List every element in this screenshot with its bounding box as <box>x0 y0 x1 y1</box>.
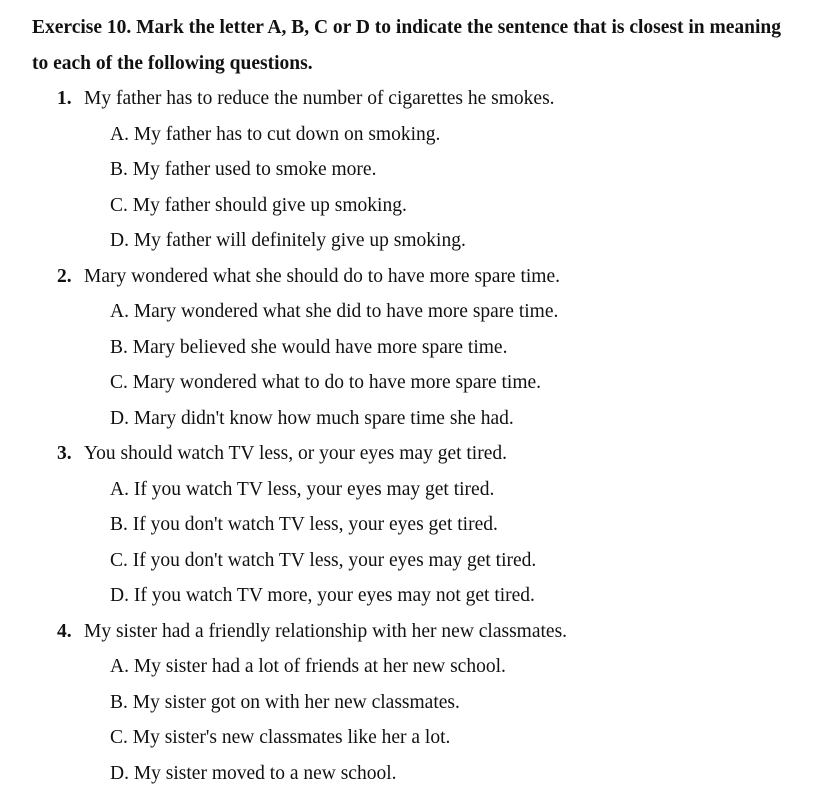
option-text: D. My sister moved to a new school. <box>110 762 397 784</box>
question-4 <box>0 614 830 650</box>
question-list <box>0 81 830 791</box>
option-text: B. Mary believed she would have more spare time. <box>110 336 508 358</box>
question-4-option-c <box>0 720 830 756</box>
question-3-option-c <box>0 543 830 579</box>
option-text: B. My sister got on with her new classmates. <box>110 691 460 713</box>
option-text: C. If you don't watch TV less, your eyes may get tired. <box>110 549 537 571</box>
question-2-option-a <box>0 294 830 330</box>
option-text: A. If you watch TV less, your eyes may get tired. <box>110 478 495 500</box>
option-text: C. My sister's new classmates like her a lot. <box>110 727 451 748</box>
option-text: D. My father will definitely give up smoking. <box>110 230 466 251</box>
question-4-option-b <box>0 685 830 721</box>
option-text: A. Mary wondered what she did to have more spare time. <box>110 301 559 322</box>
option-text: D. If you watch TV more, your eyes may not get tired. <box>110 585 535 606</box>
question-text: My sister had a friendly relationship with her new classmates. <box>84 620 568 642</box>
question-2-option-b <box>0 330 830 366</box>
question-4-option-a <box>0 649 830 685</box>
question-number: 4. <box>57 620 72 642</box>
question-number: 1. <box>57 88 72 109</box>
option-text: D. Mary didn't know how much spare time she had. <box>110 407 514 429</box>
option-text: A. My sister had a lot of friends at her new school. <box>110 656 506 677</box>
heading-line-2: to each of the following questions. <box>32 52 313 74</box>
heading-line-1: Exercise 10. Mark the letter A, B, C or D to indicate the sentence that is closest in meaning <box>32 17 782 38</box>
question-text: Mary wondered what she should do to have more spare time. <box>84 265 560 287</box>
exercise-heading <box>32 10 822 81</box>
question-2-option-c <box>0 365 830 401</box>
question-3-option-d <box>0 578 830 614</box>
question-2-option-d <box>0 401 830 437</box>
question-1-option-d <box>0 223 830 259</box>
option-text: A. My father has to cut down on smoking. <box>110 123 441 145</box>
question-text: You should watch TV less, or your eyes may get tired. <box>84 443 508 464</box>
option-text: C. Mary wondered what to do to have more spare time. <box>110 372 542 393</box>
question-3-option-a <box>0 472 830 508</box>
question-4-option-d <box>0 756 830 792</box>
question-text: My father has to reduce the number of cigarettes he smokes. <box>84 88 555 109</box>
question-3 <box>0 436 830 472</box>
question-number: 3. <box>57 443 72 464</box>
question-2 <box>0 259 830 295</box>
question-1-option-a <box>0 117 830 153</box>
question-1-option-b <box>0 152 830 188</box>
question-1-option-c <box>0 188 830 224</box>
option-text: B. My father used to smoke more. <box>110 159 377 180</box>
question-3-option-b <box>0 507 830 543</box>
question-number: 2. <box>57 265 72 287</box>
question-1 <box>0 81 830 117</box>
option-text: C. My father should give up smoking. <box>110 194 407 216</box>
option-text: B. If you don't watch TV less, your eyes get tired. <box>110 514 498 535</box>
